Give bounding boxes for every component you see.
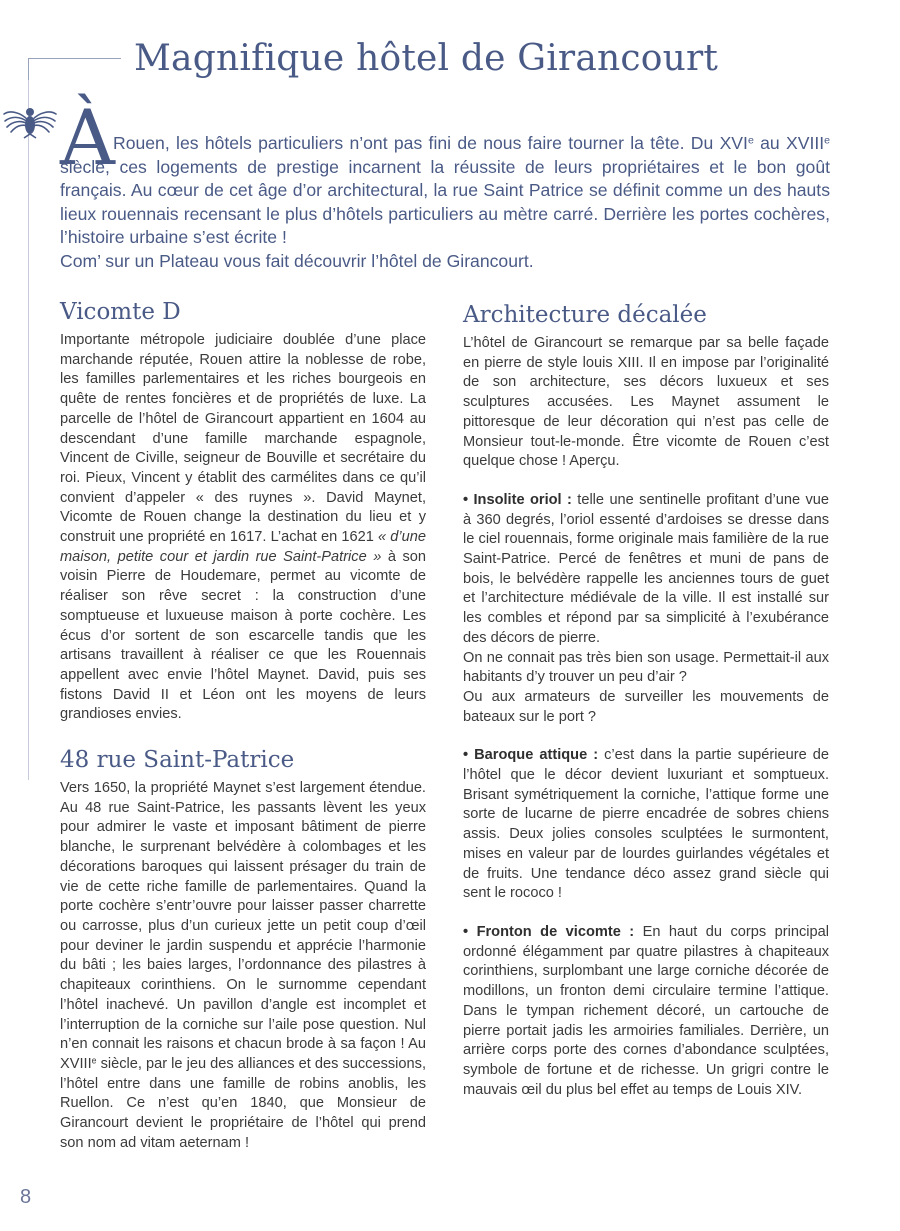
section-heading-architecture: Architecture décalée bbox=[463, 302, 707, 328]
left-column bbox=[60, 297, 426, 1153]
intro-text: Rouen, les hôtels particuliers n’ont pas fini de nous faire tourner la tête. Du XVIe au XVIIIe siècle, ces logements de prestige incarnent la réussite de leurs propriétaires et le bon goût français. Au cœur de cet âge d’or architectural, la rue Saint Patrice se définit comme un des hauts lieux rouennais recensant le plus d’hôtels particuliers au mètre carré. Derrière les portes cochères, l’histoire urbaine s’est écrite ! bbox=[60, 133, 830, 248]
section-text-architecture: L’hôtel de Girancourt se remarque par sa belle façade en pierre de style louis XIII. Il en impose par l’originalité de son architecture, ses décors luxueux et ses sculptures accusées. Les Maynet assument le pittoresque de leur décoration qui n’est pas celle de Monsieur tout-le-monde. Être vicomte de Rouen c’est quelque chose ! Aperçu. bbox=[463, 335, 829, 470]
bullet-oriol: • Insolite oriol : telle une sentinelle profitant d’une vue à 360 degrés, l’oriol essenté d’ardoises se dresse dans le ciel rouennais, forme originale mais familière de la rue Saint-Patrice. Percé de fenêtres et muni de pans de bois, le belvédère rappelle les anciennes tours de guet et l’architecture médiévale de la ville. Il est installé sur les combles et répond par sa simplicité à l’exubérance des décors de pierre. bbox=[463, 491, 830, 646]
bullet-oriol-question-1: On ne connait pas très bien son usage. Permettait-il aux habitants d’y trouver un peu d’air ? bbox=[463, 649, 829, 686]
drop-cap: À bbox=[60, 93, 115, 182]
decorative-vertical-line bbox=[28, 80, 29, 780]
section-text-vicomte: Importante métropole judiciaire doublée d’une place marchande réputée, Rouen attire la noblesse de robe, les familles parlementaires et les riches bourgeois en quête de rentes foncières et de propriétés de luxe. La parcelle de l’hôtel de Girancourt appartient en 1604 au descendant d’une famille marchande espagnole, Vincent de Civille, seigneur de Bouville et secrétaire du roi. Pieux, Vincent y établit des carmélites dans ce qu’il convient d’appeler « des ruynes ». David Maynet, Vicomte de Rouen change la destination du lieu et y construit une propriété en 1617. L’achat en 1621 « d’une maison, petite cour et jardin rue Saint-Patrice » à son voisin Pierre de Houdemare, permet au vicomte de réaliser son rêve secret : la construction d’une somptueuse et luxueuse maison à porte cochère. Les écus d’or sortent de son escarcelle tandis que les artisans travaillent à réaliser ce que les Rouennais appellent avec envie l’hôtel Maynet. David, puis ses fistons David II et Léon ont les moyens de leurs grandioses envies. bbox=[60, 332, 426, 723]
bullet-attique: • Baroque attique : c’est dans la partie supérieure de l’hôtel que le décor devient luxuriant et somptueux. Brisant symétriquement la corniche, l’attique forme une sorte de lucarne de pierre encadrée de sobres chiens assis. Deux jolies consoles sculptées le surmontent, mises en valeur par de lourdes guirlandes végétales et de fruits. Une tendance déco assez grand siècle qui sent le rococo ! bbox=[463, 747, 829, 902]
page-number: 8 bbox=[20, 1186, 32, 1208]
decorative-corner-line bbox=[28, 58, 121, 81]
page-title: Magnifique hôtel de Girancourt bbox=[134, 38, 719, 79]
bullet-fronton: • Fronton de vicomte : En haut du corps principal ordonné élégamment par quatre pilastres à chapiteaux corinthiens, surplombant une large corniche décorée de modillons, un fronton demi circulaire termine l’attique. Dans le tympan richement décoré, un cartouche de pierre portait jadis les armoiries familiales. Derrière, un arrière corps porte des cornes d’abondance sculptées, symbole de fortune et de richesse. Un grigri contre le mauvais œil du plus bel effet au temps de Louis XIV. bbox=[463, 923, 830, 1098]
intro-paragraph bbox=[60, 132, 830, 274]
right-column bbox=[463, 297, 829, 1100]
scarab-emblem-icon bbox=[2, 98, 58, 146]
bullet-oriol-question-2: Ou aux armateurs de surveiller les mouvements de bateaux sur le port ? bbox=[463, 688, 829, 725]
section-text-address: Vers 1650, la propriété Maynet s’est largement étendue. Au 48 rue Saint-Patrice, les passants lèvent les yeux pour admirer le vaste et imposant bâtiment de pierre blanche, le surprenant belvédère à colombages et les décorations baroques qui laissent présager du train de vie de cette riche famille de parlementaires. Quand la porte cochère s’entr’ouvre pour laisser passer charrette ou carrosse, plus d’un curieux jette un petit coup d’œil pour deviner le jardin suspendu et apprécie l’harmonie du bâti ; les baies larges, l’ordonnance des pilastres à chapiteaux corinthiens. On le surnomme cependant l’hôtel inachevé. Un pavillon d’angle est incomplet et l’interruption de la corniche sur l’aile pose question. Nul n’en connait les raisons et chacun brode à sa façon ! Au XVIIIe siècle, par le jeu des alliances et des successions, l’hôtel entre dans une famille de robins anoblis, les Ruellon. Ce n’est qu’en 1840, que Monsieur de Girancourt devient le propriétaire de l’hôtel qui prend son nom ad vitam aeternam ! bbox=[60, 780, 426, 1151]
intro-closing: Com’ sur un Plateau vous fait découvrir l’hôtel de Girancourt. bbox=[60, 250, 534, 271]
section-heading-address: 48 rue Saint-Patrice bbox=[60, 747, 295, 774]
section-heading-vicomte: Vicomte D bbox=[60, 299, 181, 325]
